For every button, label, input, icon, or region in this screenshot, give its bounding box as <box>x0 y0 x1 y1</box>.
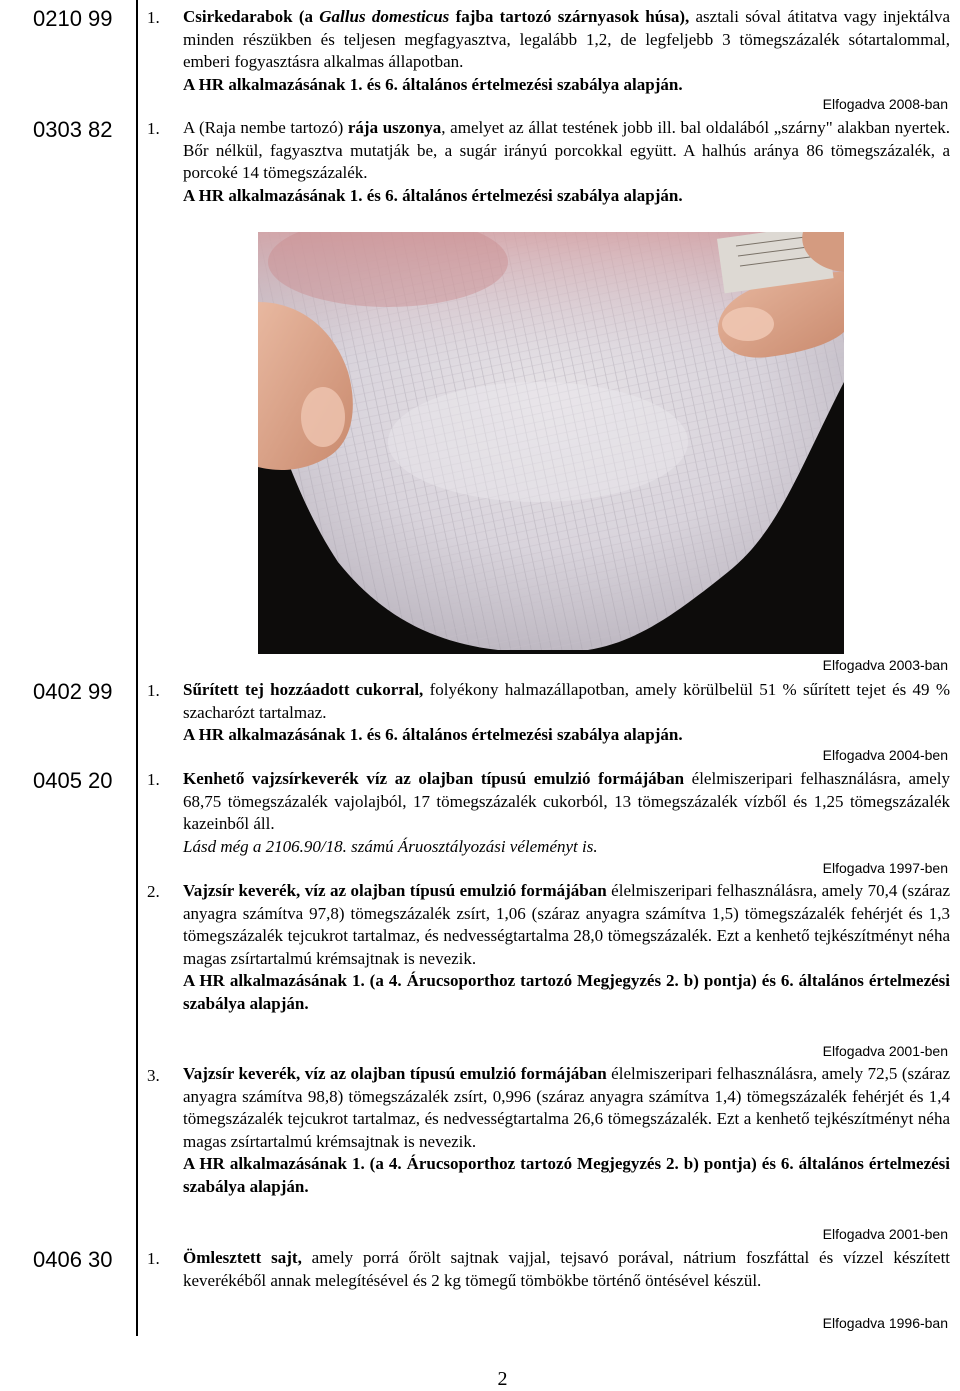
see-also-note: Lásd még a 2106.90/18. számú Áruosztályozási véleményt is. <box>183 836 598 856</box>
item-description: Vajzsír keverék, víz az olajban típusú emulzió formájában élelmiszeripari felhasználásra, amely 72,5 (száraz anyagra számítva 98,8) tömegszázalék zsírt, 0,996 (száraz anyagra számítva 1,4) tömegszázalék fehérjét és 1,4 tömegszázalék tejcukrot tartalmaz, és nedvességtartalma 26,6 tömegszázalék. Ezt a kenhető tejkészítményt néha magas zsírtartalmú krémsajtnak is nevezik. A HR alkalmazásának 1. (a 4. Árucsoporthoz tartozó Megjegyzés 2. b) pontja) és 6. általános értelmezési szabálya alapján. <box>183 1063 950 1198</box>
tariff-code: 0406 30 <box>33 1247 113 1272</box>
tariff-code: 0402 99 <box>33 679 113 704</box>
item-number: 1. <box>147 770 160 789</box>
legal-basis-note: A HR alkalmazásának 1. és 6. általános értelmezési szabálya alapján. <box>183 74 683 94</box>
accepted-date: Elfogadva 1997-ben <box>822 860 948 876</box>
item-number: 3. <box>147 1066 160 1085</box>
legal-basis-note: A HR alkalmazásának 1. és 6. általános értelmezési szabálya alapján. <box>183 725 683 744</box>
legal-basis-note: A HR alkalmazásának 1. (a 4. Árucsoporthoz tartozó Megjegyzés 2. b) pontja) és 6. általános értelmezési szabálya alapján. <box>183 1154 950 1196</box>
tariff-code: 0210 99 <box>33 6 113 31</box>
item-number: 2. <box>147 882 160 901</box>
item-description: Vajzsír keverék, víz az olajban típusú emulzió formájában élelmiszeripari felhasználásra, amely 70,4 (száraz anyagra számítva 97,8) tömegszázalék zsírt, 1,06 (száraz anyagra számítva 1,5) tömegszázalék fehérjét és 1,3 tömegszázalék tejcukrot tartalmaz, és nedvességtartalma 28,0 tömegszázalék. Ezt a kenhető tejkészítményt néha magas zsírtartalmú krémsajtnak is nevezik. A HR alkalmazásának 1. (a 4. Árucsoporthoz tartozó Megjegyzés 2. b) pontja) és 6. általános értelmezési szabálya alapján. <box>183 880 950 1015</box>
item-number: 1. <box>147 681 160 700</box>
accepted-date: Elfogadva 2001-ben <box>822 1226 948 1242</box>
accepted-date: Elfogadva 2001-ben <box>822 1043 948 1059</box>
accepted-date: Elfogadva 2008-ban <box>822 96 948 112</box>
item-description: Ömlesztett sajt, amely porrá őrölt sajtnak vajjal, tejsavó porával, nátrium foszfáttal és vízzel készített keverékéből annak melegítésével és 2 kg tömegű tömbökbe történő öntésével készül. <box>183 1248 951 1290</box>
item-description: Sűrített tej hozzáadott cukorral, folyékony halmazállapotban, amely körülbelül 51 % sűrített tejet és 49 % szacharózt tartalmaz. A HR alkalmazásának 1. és 6. általános értelmezési szabálya alapján. <box>183 679 950 747</box>
item-number: 1. <box>147 119 160 138</box>
item-number: 1. <box>147 8 160 27</box>
accepted-date: Elfogadva 1996-ban <box>822 1315 948 1331</box>
skate-wing-image <box>258 232 844 654</box>
page-number: 2 <box>497 1368 508 1390</box>
legal-basis-note: A HR alkalmazásának 1. (a 4. Árucsoporthoz tartozó Megjegyzés 2. b) pontja) és 6. általános értelmezési szabálya alapján. <box>183 971 950 1013</box>
accepted-date: Elfogadva 2004-ben <box>822 747 948 763</box>
column-divider <box>136 0 138 1336</box>
item-description: Csirkedarabok (a Gallus domesticus fajba tartozó szárnyasok húsa), asztali sóval átitatva vagy injektálva minden részükben és teljesen megfagyasztva, legalább 1,2, de legfeljebb 3 tömegszázalék sótartalommal, emberi fogyasztásra alkalmas állapotban. A HR alkalmazásának 1. és 6. általános értelmezési szabálya alapján. <box>183 6 950 96</box>
tariff-code: 0405 20 <box>33 768 113 793</box>
tariff-code: 0303 82 <box>33 117 113 142</box>
item-description: A (Raja nembe tartozó) rája uszonya, amelyet az állat testének jobb ill. bal oldalából „szárny" alakban nyertek. Bőr nélkül, fagyasztva mutatják be, a sugár irányú porcokkal együtt. A halhús aránya 86 tömegszázalék, a porcoké 14 tömegszázalék. A HR alkalmazásának 1. és 6. általános értelmezési szabálya alapján. <box>183 117 950 207</box>
item-number: 1. <box>147 1249 160 1268</box>
skate-wing-photo <box>258 232 844 654</box>
legal-basis-note: A HR alkalmazásának 1. és 6. általános értelmezési szabálya alapján. <box>183 185 683 205</box>
item-description: Kenhető vajzsírkeverék víz az olajban típusú emulzió formájában élelmiszeripari felhasználásra, amely 68,75 tömegszázalék vajolajból, 17 tömegszázalék cukorból, 13 tömegszázalék vízből és 1,25 tömegszázalék kazeinből áll. Lásd még a 2106.90/18. számú Áruosztályozási véleményt is. <box>183 768 950 858</box>
accepted-date: Elfogadva 2003-ban <box>822 657 948 673</box>
